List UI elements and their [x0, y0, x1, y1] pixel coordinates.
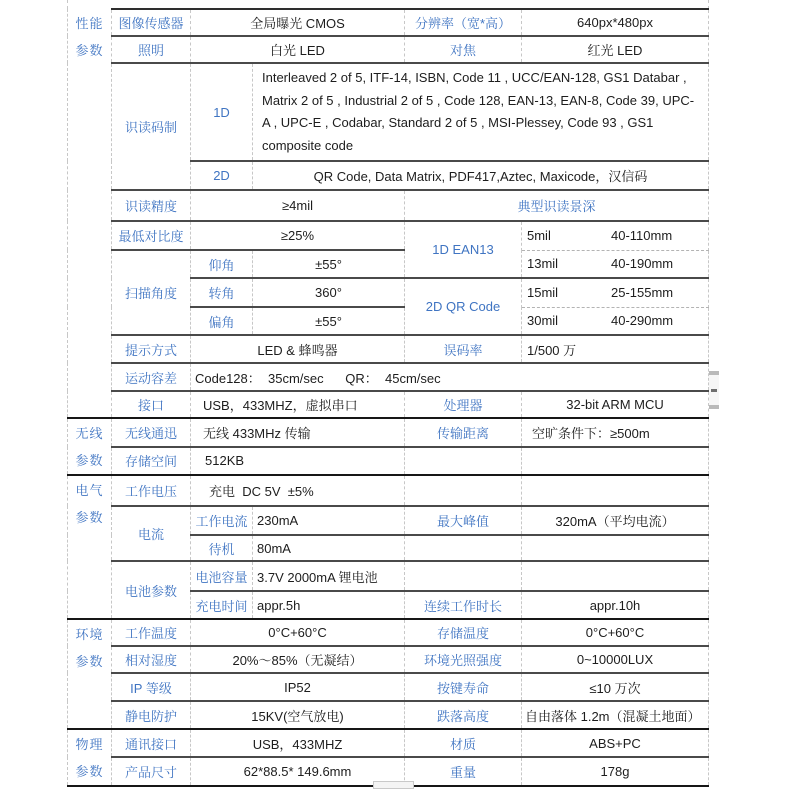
label-interface: 接口 — [112, 391, 191, 418]
label-reading-precision: 识读精度 — [112, 190, 191, 221]
section-label-line: 参数 — [75, 654, 104, 669]
sublabel-working-current: 工作电流 — [191, 506, 253, 535]
dof-mil-size: 30mil — [527, 313, 559, 329]
sublabel-battery-capacity: 电池容量 — [191, 561, 253, 591]
table-row — [68, 221, 709, 250]
value-comm-interface: USB，433MHZ — [191, 729, 405, 757]
table-row — [68, 363, 709, 391]
value-interface: USB，433MHZ，虚拟串口 — [191, 391, 405, 418]
table-row — [68, 729, 709, 757]
cell-empty — [405, 475, 522, 506]
value-dof-5mil — [522, 221, 709, 250]
section-label-line: 参数 — [75, 510, 104, 525]
label-working-temp: 工作温度 — [112, 619, 191, 646]
value-illumination: 白光 LED — [191, 36, 405, 63]
horizontal-scrollbar-handle[interactable] — [373, 781, 414, 789]
value-ip-rating: IP52 — [191, 673, 405, 701]
label-max-peak: 最大峰值 — [405, 506, 522, 535]
value-reading-precision: ≥4mil — [191, 190, 405, 221]
vertical-scrollbar-thumb[interactable] — [711, 389, 717, 392]
sublabel-charge-time: 充电时间 — [191, 591, 253, 619]
value-continuous-working-time: appr.10h — [522, 591, 709, 619]
value-material: ABS+PC — [522, 729, 709, 757]
label-wireless-comm: 无线通迅 — [112, 418, 191, 447]
cell-empty — [522, 535, 709, 561]
spec-table-body — [68, 9, 709, 786]
value-error-rate: 1/500 万 — [522, 335, 709, 363]
label-resolution: 分辨率（宽*高） — [405, 9, 522, 36]
value-roll: 360° — [253, 278, 405, 307]
value-product-size: 62*88.5* 149.6mm — [191, 757, 405, 786]
value-motion-tolerance: Code128： 35cm/sec QR： 45cm/sec — [191, 363, 709, 391]
value-drop-height: 自由落体 1.2m（混凝土地面） — [522, 701, 709, 729]
label-continuous-working-time: 连续工作时长 — [405, 591, 522, 619]
value-dof-15mil — [522, 278, 709, 307]
vertical-scrollbar[interactable] — [709, 371, 719, 409]
section-label-line: 无线 — [75, 426, 104, 441]
label-working-voltage: 工作电压 — [112, 475, 191, 506]
value-image-sensor: 全局曝光 CMOS — [191, 9, 405, 36]
label-min-contrast: 最低对比度 — [112, 221, 191, 250]
label-processor: 处理器 — [405, 391, 522, 418]
cell-empty — [522, 561, 709, 591]
sublabel-skew: 偏角 — [191, 307, 253, 335]
label-2d-qrcode: 2D QR Code — [405, 278, 522, 335]
value-2d-codes: QR Code, Data Matrix, PDF417,Aztec, Maxicode，汉信码 — [253, 161, 709, 190]
table-row — [68, 9, 709, 36]
label-current: 电流 — [112, 506, 191, 561]
section-physical-params — [68, 729, 112, 786]
cell-empty — [522, 475, 709, 506]
value-1d-codes: Interleaved 2 of 5, ITF-14, ISBN, Code 11 , UCC/EAN-128, GS1 Databar , Matrix 2 of 5 , Industrial 2 of 5 , Code 128, EAN-13, EAN-8, Code 39, UPC-A , UPC-E , Codabar, Standard 2 of 5 , MSI-Plessey, Code 93 , GS1 composite code — [253, 63, 709, 161]
label-scan-angle: 扫描角度 — [112, 250, 191, 335]
section-label-line: 参数 — [75, 453, 104, 468]
label-1d-ean13: 1D EAN13 — [405, 221, 522, 278]
cell-empty — [405, 561, 522, 591]
sublabel-roll: 转角 — [191, 278, 253, 307]
value-relative-humidity: 20%～85%（无凝结） — [191, 646, 405, 673]
spec-table-container — [67, 8, 709, 787]
cell-empty — [405, 447, 522, 476]
value-esd-protection: 15KV(空气放电) — [191, 701, 405, 729]
value-transmission-distance: 空旷条件下：≥500m — [522, 418, 709, 447]
label-symbologies: 识读码制 — [112, 63, 191, 190]
section-label-line: 环境 — [75, 627, 104, 642]
label-storage: 存储空间 — [112, 447, 191, 476]
sublabel-2d: 2D — [191, 161, 253, 190]
dof-mil-size: 15mil — [527, 285, 559, 301]
dof-range: 40-110mm — [611, 228, 673, 244]
dof-mil-size: 5mil — [527, 228, 551, 244]
label-battery-params: 电池参数 — [112, 561, 191, 619]
table-row — [68, 561, 709, 591]
value-working-temp: 0°C+60°C — [191, 619, 405, 646]
value-battery-capacity: 3.7V 2000mA 锂电池 — [253, 561, 405, 591]
value-standby: 80mA — [253, 535, 405, 561]
dof-range: 25-155mm — [611, 285, 674, 301]
value-storage-temp: 0°C+60°C — [522, 619, 709, 646]
value-prompt-mode: LED & 蜂鸣器 — [191, 335, 405, 363]
sublabel-1d: 1D — [191, 63, 253, 161]
label-drop-height: 跌落高度 — [405, 701, 522, 729]
label-comm-interface: 通讯接口 — [112, 729, 191, 757]
section-label-line: 参数 — [75, 764, 104, 779]
value-resolution: 640px*480px — [522, 9, 709, 36]
label-relative-humidity: 相对湿度 — [112, 646, 191, 673]
section-electrical-params — [68, 475, 112, 619]
value-pitch: ±55° — [253, 250, 405, 278]
sublabel-pitch: 仰角 — [191, 250, 253, 278]
section-label-line: 性能 — [75, 16, 104, 31]
section-wireless-params — [68, 418, 112, 475]
table-row — [68, 36, 709, 63]
spec-table — [67, 8, 709, 787]
section-label-line: 参数 — [75, 43, 104, 58]
table-row — [68, 475, 709, 506]
table-row — [68, 447, 709, 476]
table-row — [68, 673, 709, 701]
label-ip-rating: IP 等级 — [112, 673, 191, 701]
value-key-life: ≤10 万次 — [522, 673, 709, 701]
cell-empty — [522, 447, 709, 476]
label-key-life: 按键寿命 — [405, 673, 522, 701]
table-row — [68, 619, 709, 646]
section-performance-params — [68, 9, 112, 418]
label-ambient-light: 环境光照强度 — [405, 646, 522, 673]
table-row — [68, 335, 709, 363]
dof-range: 40-290mm — [611, 313, 674, 329]
label-storage-temp: 存储温度 — [405, 619, 522, 646]
value-min-contrast: ≥25% — [191, 221, 405, 250]
value-skew: ±55° — [253, 307, 405, 335]
label-illumination: 照明 — [112, 36, 191, 63]
value-working-voltage: 充电 DC 5V ±5% — [191, 475, 405, 506]
table-row — [68, 646, 709, 673]
table-row — [68, 190, 709, 221]
value-dof-13mil — [522, 250, 709, 278]
dof-mil-size: 13mil — [527, 256, 559, 272]
label-focus: 对焦 — [405, 36, 522, 63]
label-product-size: 产品尺寸 — [112, 757, 191, 786]
value-charge-time: appr.5h — [253, 591, 405, 619]
table-row — [68, 418, 709, 447]
label-material: 材质 — [405, 729, 522, 757]
label-motion-tolerance: 运动容差 — [112, 363, 191, 391]
value-weight: 178g — [522, 757, 709, 786]
label-esd-protection: 静电防护 — [112, 701, 191, 729]
value-wireless-comm: 无线 433MHz 传输 — [191, 418, 405, 447]
table-row — [68, 63, 709, 161]
table-row — [68, 701, 709, 729]
label-prompt-mode: 提示方式 — [112, 335, 191, 363]
sublabel-standby: 待机 — [191, 535, 253, 561]
value-storage: 512KB — [191, 447, 405, 476]
label-transmission-distance: 传输距离 — [405, 418, 522, 447]
header-typical-depth-of-field: 典型识读景深 — [405, 190, 709, 221]
value-working-current: 230mA — [253, 506, 405, 535]
cell-empty — [405, 535, 522, 561]
value-focus: 红光 LED — [522, 36, 709, 63]
label-image-sensor: 图像传感器 — [112, 9, 191, 36]
value-dof-30mil — [522, 307, 709, 335]
value-max-peak: 320mA（平均电流） — [522, 506, 709, 535]
value-processor: 32-bit ARM MCU — [522, 391, 709, 418]
dof-range: 40-190mm — [611, 256, 674, 272]
table-row — [68, 250, 709, 278]
value-ambient-light: 0~10000LUX — [522, 646, 709, 673]
label-error-rate: 误码率 — [405, 335, 522, 363]
section-label-line: 物理 — [75, 737, 104, 752]
label-weight: 重量 — [405, 757, 522, 786]
table-row — [68, 391, 709, 418]
table-row — [68, 506, 709, 535]
section-environment-params — [68, 619, 112, 729]
section-label-line: 电气 — [75, 483, 104, 498]
